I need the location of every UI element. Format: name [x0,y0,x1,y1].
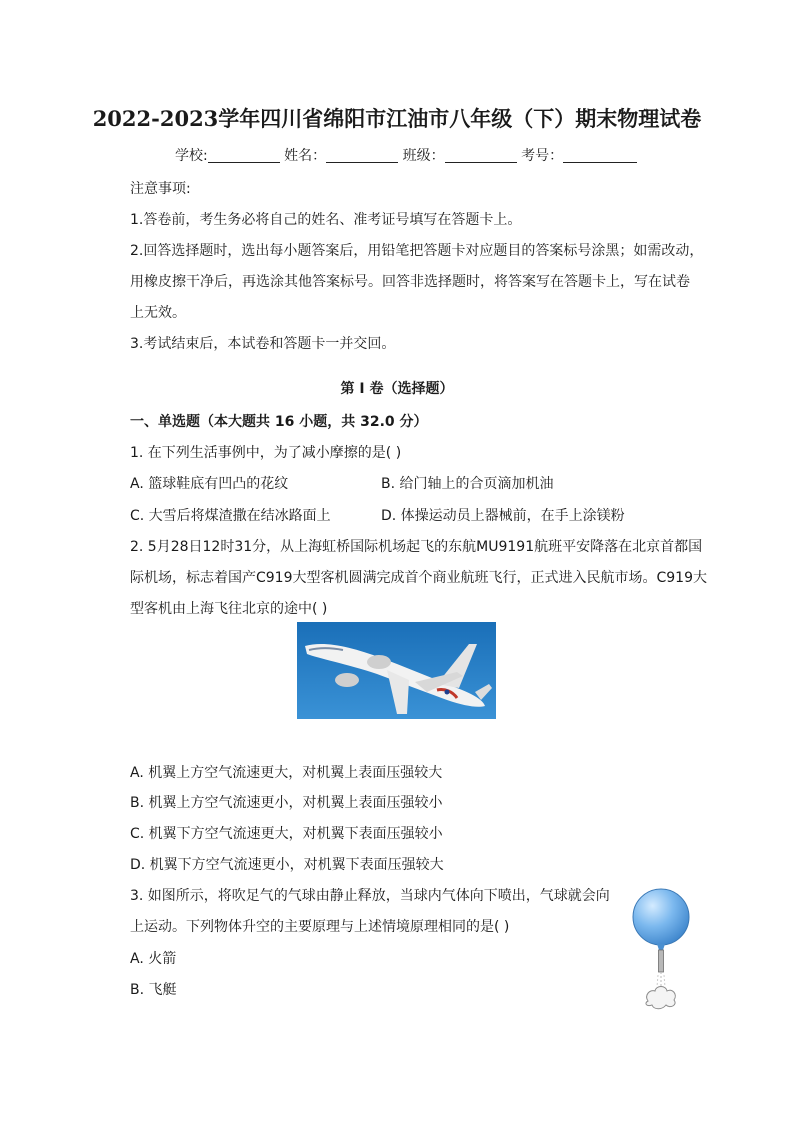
question-1-option-c: C. 大雪后将煤渣撒在结冰路面上 [130,508,331,524]
question-2-option-d: D. 机翼下方空气流速更小，对机翼下表面压强较大 [130,857,444,873]
question-3-option-b: B. 飞艇 [130,982,177,998]
student-info-line [175,145,637,165]
paper-title: 2022-2023学年四川省绵阳市江油市八年级（下）期末物理试卷 [92,106,702,131]
question-2-stem: 际机场，标志着国产C919大型客机圆满完成首个商业航班飞行，正式进入民航市场。C919大 [130,570,707,586]
question-3-stem: 3. 如图所示，将吹足气的气球由静止释放，当球内气体向下喷出，气球就会向 [130,888,610,904]
section-title: 第 I 卷（选择题） [340,381,454,397]
school-blank [208,148,280,163]
question-2-option-c: C. 机翼下方空气流速更大，对机翼下表面压强较小 [130,826,443,842]
question-1-option-d: D. 体操运动员上器械前，在手上涂镁粉 [381,508,625,524]
exam-no-label: 考号： [521,148,564,164]
class-label: 班级： [402,148,445,164]
airplane-photo [297,622,496,719]
question-2-option-a: A. 机翼上方空气流速更大，对机翼上表面压强较大 [130,765,443,781]
question-3-stem: 上运动。下列物体升空的主要原理与上述情境原理相同的是( ) [130,919,510,935]
question-1-option-b: B. 给门轴上的合页滴加机油 [381,476,554,492]
name-label: 姓名： [284,148,327,164]
question-3-option-a: A. 火箭 [130,951,177,967]
notice-item: 1.答卷前，考生务必将自己的姓名、准考证号填写在答题卡上。 [130,212,522,228]
notice-item: 2.回答选择题时，选出每小题答案后，用铅笔把答题卡对应题目的答案标号涂黑；如需改动， [130,243,704,259]
question-2-stem: 型客机由上海飞往北京的途中( ) [130,601,328,617]
question-1-stem: 1. 在下列生活事例中，为了减小摩擦的是( ) [130,445,402,461]
part-heading: 一、单选题（本大题共 16 小题，共 32.0 分） [130,414,428,430]
question-2-option-b: B. 机翼上方空气流速更小，对机翼上表面压强较小 [130,795,443,811]
exam-no-blank [563,148,637,163]
question-2-stem: 2. 5月28日12时31分，从上海虹桥国际机场起飞的东航MU9191航班平安降落在北京首都国 [130,539,703,555]
notice-item: 3.考试结束后，本试卷和答题卡一并交回。 [130,336,396,352]
name-blank [326,148,398,163]
notice-item: 用橡皮擦干净后，再选涂其他答案标号。回答非选择题时，将答案写在答题卡上，写在试卷 [130,274,690,290]
question-1-option-a: A. 篮球鞋底有凹凸的花纹 [130,476,289,492]
balloon-illustration [630,883,694,1013]
class-blank [445,148,517,163]
notice-item: 上无效。 [130,305,186,321]
school-label: 学校: [175,148,208,164]
notice-heading: 注意事项: [130,181,191,197]
